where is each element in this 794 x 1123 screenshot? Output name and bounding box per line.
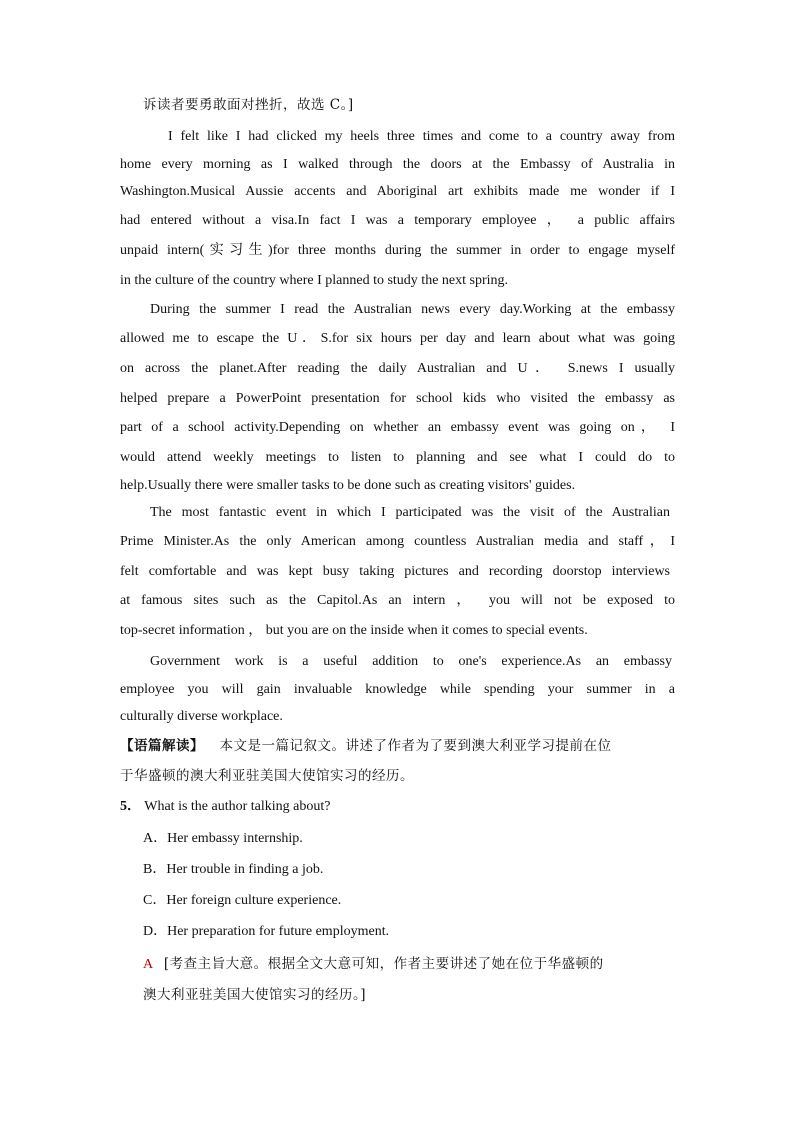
option-a: A．Her embassy internship. (143, 831, 303, 846)
paragraph-3-line-1: The most fantastic event in which I participated was the visit of the Australian (150, 505, 670, 520)
paragraph-2-line-3: on across the planet.After reading the daily Australian and U． S.news I usually (120, 361, 675, 376)
paragraph-1-line-6: in the culture of the country where I planned to study the next spring. (120, 273, 509, 288)
paragraph-1-line-3: Washington.Musical Aussie accents and Aboriginal art exhibits made me wonder if I (120, 184, 675, 199)
analysis-line-2: 于华盛顿的澳大利亚驻美国大使馆实习的经历。 (120, 768, 414, 784)
analysis-line-1 (120, 737, 675, 756)
answer-explanation-2: 澳大利亚驻美国大使馆实习的经历。] (143, 987, 367, 1003)
answer-line-1 (143, 955, 675, 974)
option-d: D．Her preparation for future employment. (143, 924, 390, 939)
answer-letter: A (143, 957, 153, 972)
paragraph-4-line-1: Government work is a useful addition to one's experience.As an embassy (150, 654, 672, 669)
paragraph-2-line-6: would attend weekly meetings to listen to planning and see what I could do to (120, 450, 675, 465)
analysis-text-1: 本文是一篇记叙文。讲述了作者为了要到澳大利亚学习提前在位 (219, 738, 612, 754)
paragraph-1-line-1: I felt like I had clicked my heels three times and come to a country away from (168, 129, 675, 144)
paragraph-2-line-2: allowed me to escape the U．S.for six hours per day and learn about what was going (120, 331, 675, 346)
question-number: 5． (120, 799, 141, 814)
paragraph-2-line-4: helped prepare a PowerPoint presentation for school kids who visited the embassy as (120, 391, 675, 406)
paragraph-2-line-7: help.Usually there were smaller tasks to be done such as creating visitors' guides. (120, 478, 576, 493)
paragraph-4-line-3: culturally diverse workplace. (120, 709, 283, 724)
paragraph-2-line-1: During the summer I read the Australian news every day.Working at the embassy (150, 302, 675, 317)
option-b: B．Her trouble in finding a job. (143, 862, 324, 877)
analysis-label: 【语篇解读】 (120, 738, 204, 754)
paragraph-3-line-4: at famous sites such as the Capitol.As an intern ， you will not be exposed to (120, 593, 675, 608)
question-stem-line (120, 798, 675, 816)
question-stem: What is the author talking about? (144, 799, 331, 814)
answer-explanation-1: [考查主旨大意。根据全文大意可知，作者主要讲述了她在位于华盛顿的 (163, 956, 604, 972)
paragraph-4-line-2: employee you will gain invaluable knowledge while spending your summer in a (120, 682, 675, 697)
paragraph-1-line-2: home every morning as I walked through the doors at the Embassy of Australia in (120, 157, 675, 172)
paragraph-3-line-3: felt comfortable and was kept busy taking pictures and recording doorstop interviews (120, 564, 670, 579)
option-c: C．Her foreign culture experience. (143, 893, 342, 908)
paragraph-2-line-5: part of a school activity.Depending on whether an embassy event was going on， I (120, 420, 675, 435)
paragraph-1-line-5: unpaid intern(实习生)for three months during the summer in order to engage myself (120, 243, 675, 258)
paragraph-3-line-5: top-secret information ， but you are on the inside when it comes to special events. (120, 623, 588, 638)
paragraph-1-line-4: had entered without a visa.In fact I was a temporary employee ， a public affairs (120, 213, 675, 228)
paragraph-3-line-2: Prime Minister.As the only American among countless Australian media and staff，I (120, 534, 675, 549)
previous-answer-tail: 诉读者要勇敢面对挫折，故选 C。] (143, 97, 354, 113)
